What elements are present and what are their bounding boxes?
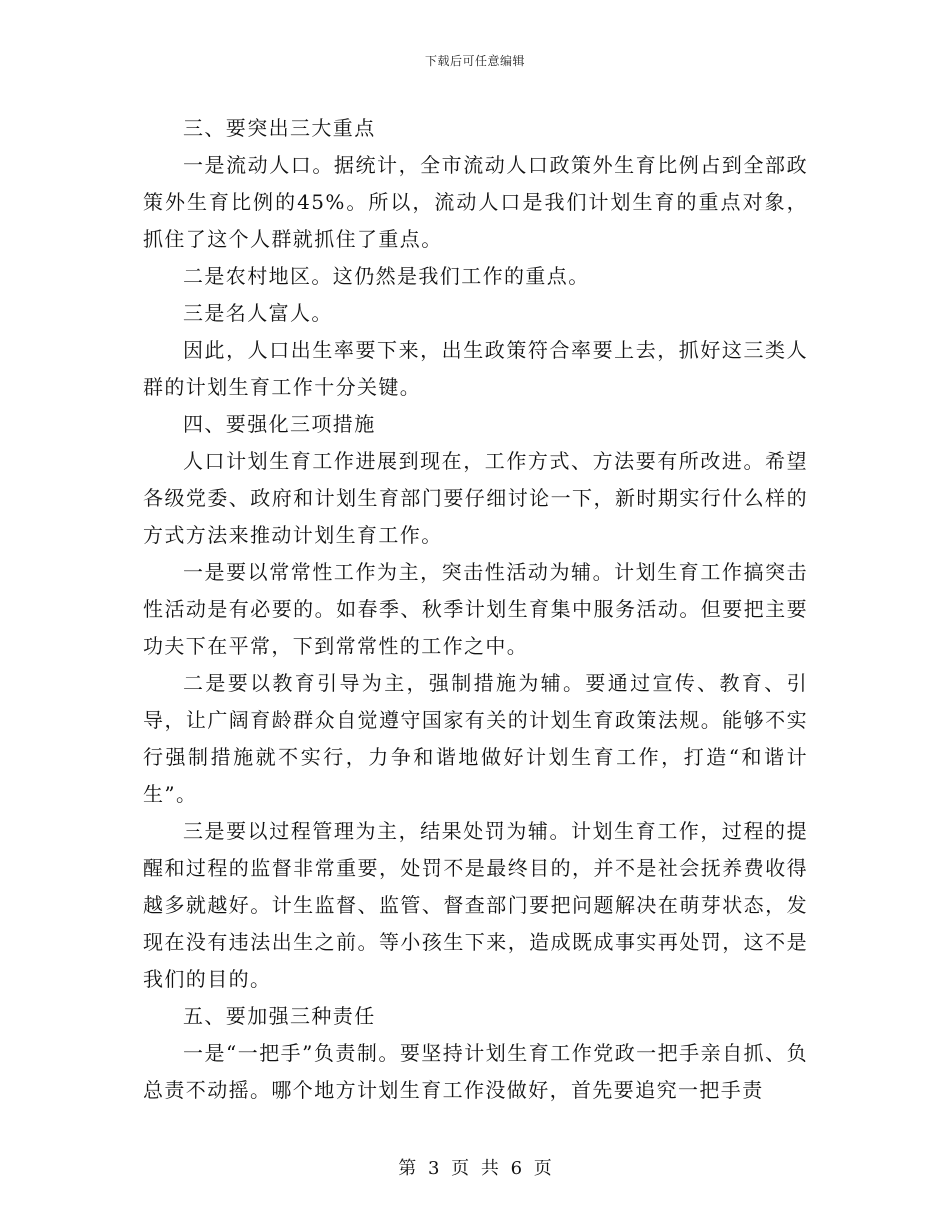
paragraph: 一是流动人口。据统计，全市流动人口政策外生育比例占到全部政策外生育比例的45%。所以，流动人口是我们计划生育的重点对象，抓住了这个人群就抓住了重点。 xyxy=(143,153,808,251)
document-body xyxy=(143,110,808,1109)
paragraph: 一是“一把手”负责制。要坚持计划生育工作党政一把手亲自抓、负总责不动摇。哪个地方计划生育工作没做好，首先要追究一把手责 xyxy=(143,1041,808,1102)
section-heading-5: 五、要加强三种责任 xyxy=(183,1004,376,1028)
paragraph: 二是要以教育引导为主，强制措施为辅。要通过宣传、教育、引导，让广阔育龄群众自觉遵守国家有关的计划生育政策法规。能够不实行强制措施就不实行，力争和谐地做好计划生育工作，打造“和谐计生”。 xyxy=(143,671,808,806)
paragraph: 二是农村地区。这仍然是我们工作的重点。 xyxy=(183,264,590,288)
page-header: 下载后可任意编辑 xyxy=(424,54,525,68)
paragraph: 三是要以过程管理为主，结果处罚为辅。计划生育工作，过程的提醒和过程的监督非常重要，处罚不是最终目的，并不是社会抚养费收得越多就越好。计生监督、监管、督查部门要把问题解决在萌芽状态，发现在没有违法出生之前。等小孩生下来，造成既成事实再处罚，这不是我们的目的。 xyxy=(143,819,808,991)
paragraph: 三是名人富人。 xyxy=(183,301,333,325)
section-heading-4: 四、要强化三项措施 xyxy=(183,412,376,436)
paragraph: 因此，人口出生率要下来，出生政策符合率要上去，抓好这三类人群的计划生育工作十分关键。 xyxy=(143,338,808,399)
paragraph: 一是要以常常性工作为主，突击性活动为辅。计划生育工作搞突击性活动是有必要的。如春季、秋季计划生育集中服务活动。但要把主要功夫下在平常，下到常常性的工作之中。 xyxy=(143,560,808,658)
page-number: 第 3 页 共 6 页 xyxy=(398,1158,552,1179)
paragraph: 人口计划生育工作进展到现在，工作方式、方法要有所改进。希望各级党委、政府和计划生育部门要仔细讨论一下，新时期实行什么样的方式方法来推动计划生育工作。 xyxy=(143,449,808,547)
section-heading-3: 三、要突出三大重点 xyxy=(183,116,376,140)
